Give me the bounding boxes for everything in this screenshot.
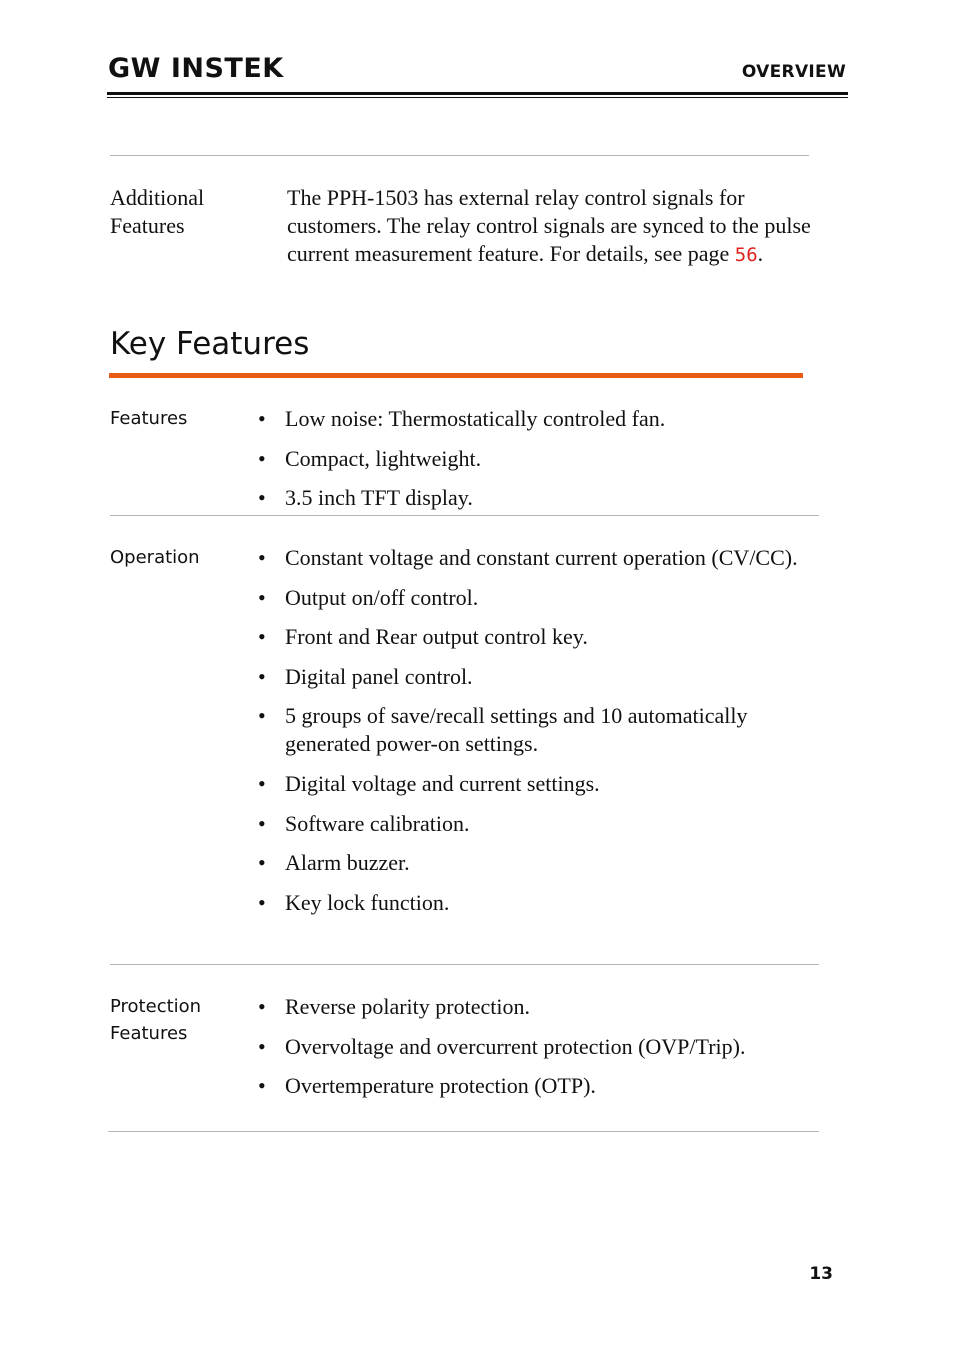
label-line: Features	[110, 1023, 188, 1044]
brand-logo: GW INSTEK	[108, 53, 284, 84]
list-item: • 5 groups of save/recall settings and 10 automatically generated power-on settings.	[258, 702, 803, 758]
divider	[110, 964, 819, 965]
page-number: 13	[809, 1264, 833, 1284]
list-item: • Low noise: Thermostatically controled fan.	[258, 405, 803, 433]
features-label: Features	[110, 408, 188, 429]
operation-list	[258, 544, 803, 928]
additional-features-label	[110, 184, 270, 240]
header-rule	[107, 92, 848, 95]
body-trailing: .	[757, 241, 764, 266]
list-item: • Key lock function.	[258, 889, 803, 917]
list-item: • Alarm buzzer.	[258, 849, 803, 877]
label-line: Additional	[110, 185, 205, 210]
list-item: • Constant voltage and constant current operation (CV/CC).	[258, 544, 803, 572]
running-header-section: OVERVIEW	[741, 62, 846, 82]
protection-features-label	[110, 993, 250, 1047]
list-item: • Overvoltage and overcurrent protection (OVP/Trip).	[258, 1033, 803, 1061]
list-item: • Digital voltage and current settings.	[258, 770, 803, 798]
page-reference-link[interactable]: 56	[734, 244, 758, 266]
label-line: Features	[110, 213, 185, 238]
divider	[108, 1131, 819, 1132]
list-item: • Compact, lightweight.	[258, 445, 803, 473]
list-item: • Digital panel control.	[258, 663, 803, 691]
list-item: • Output on/off control.	[258, 584, 803, 612]
additional-features-text	[287, 184, 812, 269]
protection-list	[258, 993, 803, 1112]
body-text: The PPH-1503 has external relay control signals for customers. The relay control signals are synced to the pulse current measurement feature. For details, see page	[287, 185, 811, 266]
list-item: • 3.5 inch TFT display.	[258, 484, 803, 512]
features-list	[258, 405, 803, 524]
list-item: • Overtemperature protection (OTP).	[258, 1072, 803, 1100]
list-item: • Reverse polarity protection.	[258, 993, 803, 1021]
list-item: • Front and Rear output control key.	[258, 623, 803, 651]
list-item: • Software calibration.	[258, 810, 803, 838]
divider	[110, 155, 809, 156]
operation-label: Operation	[110, 547, 200, 568]
section-title: Key Features	[110, 326, 310, 362]
divider	[110, 515, 819, 516]
header-rule-thin	[107, 97, 848, 98]
section-title-underline	[109, 373, 803, 378]
label-line: Protection	[110, 996, 202, 1017]
